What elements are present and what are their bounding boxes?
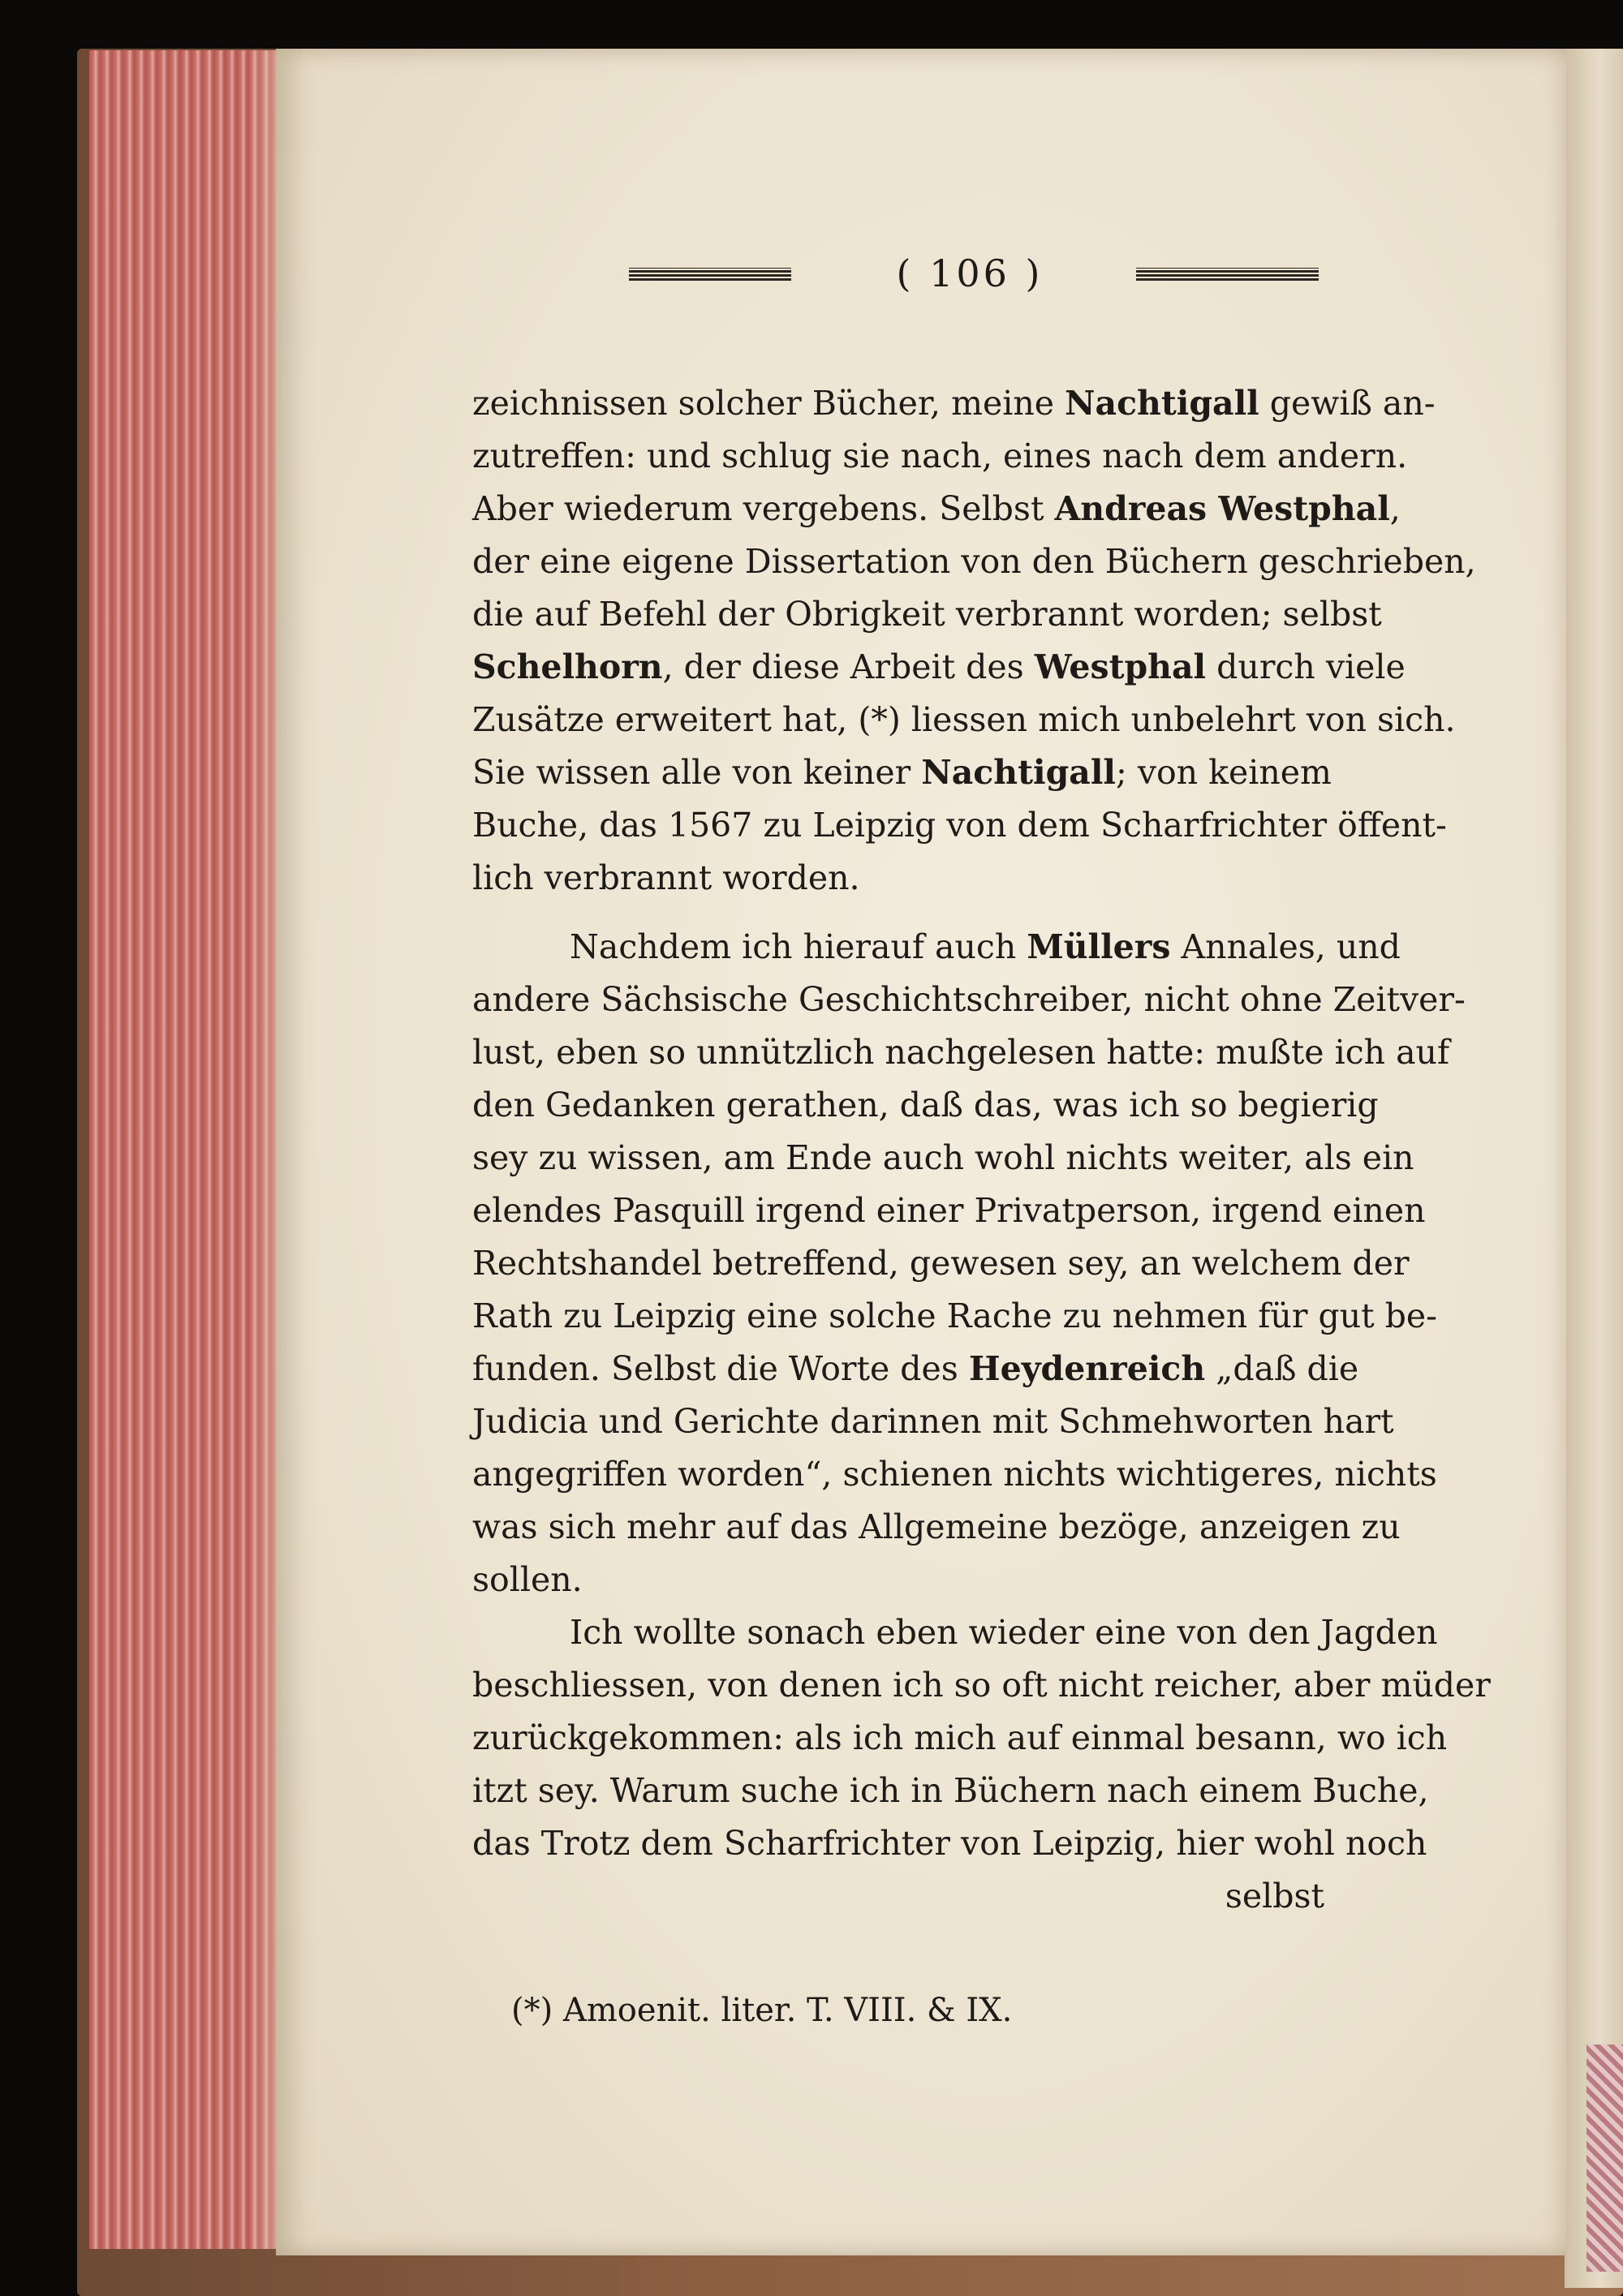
- emphasized-name: Andreas Westphal: [1054, 489, 1390, 528]
- emphasized-name: Müllers: [1027, 927, 1171, 966]
- text-line: [472, 746, 1332, 799]
- text-run: elendes Pasquill irgend einer Privatperson, irgend einen: [472, 1191, 1426, 1230]
- paragraph-gap: [472, 905, 1324, 921]
- text-line: [472, 1448, 1437, 1501]
- text-run: zurückgekommen: als ich mich auf einmal besann, wo ich: [472, 1718, 1448, 1757]
- text-line: [472, 1501, 1401, 1554]
- facing-page-edge: [1565, 49, 1623, 2288]
- text-line: [472, 1712, 1448, 1765]
- text-run: Rath zu Leipzig eine solche Rache zu nehmen für gut be-: [472, 1296, 1437, 1335]
- text-run: Ich wollte sonach eben wieder eine von den Jagden: [570, 1613, 1438, 1652]
- text-run: das Trotz dem Scharfrichter von Leipzig, hier wohl noch: [472, 1824, 1427, 1863]
- text-run: , der diese Arbeit des: [662, 647, 1035, 686]
- text-line: [472, 1343, 1359, 1395]
- text-run: angegriffen worden“, schienen nichts wichtigeres, nichts: [472, 1455, 1437, 1494]
- text-line: [472, 1237, 1410, 1290]
- emphasized-name: Heydenreich: [968, 1349, 1206, 1388]
- text-run: itzt sey. Warum suche ich in Büchern nach einem Buche,: [472, 1771, 1429, 1810]
- text-run: den Gedanken gerathen, daß das, was ich so begierig: [472, 1086, 1379, 1124]
- text-run: durch viele: [1206, 647, 1406, 686]
- text-line: [472, 921, 1401, 974]
- text-run: Buche, das 1567 zu Leipzig von dem Scharfrichter öffent-: [472, 806, 1447, 845]
- text-run: Annales, und: [1170, 927, 1401, 966]
- text-line: [472, 1659, 1491, 1712]
- text-run: andere Sächsische Geschichtschreiber, nicht ohne Zeitver-: [472, 980, 1466, 1019]
- text-line: [472, 1765, 1429, 1817]
- text-line: [472, 1185, 1426, 1237]
- text-run: beschliessen, von denen ich so oft nicht reicher, aber müder: [472, 1666, 1491, 1705]
- text-run: sollen.: [472, 1560, 583, 1599]
- text-run: Rechtshandel betreffend, gewesen sey, an welchem der: [472, 1244, 1410, 1283]
- page-header: [276, 252, 1566, 308]
- text-run: lust, eben so unnützlich nachgelesen hatte: mußte ich auf: [472, 1033, 1450, 1072]
- text-run: ,: [1389, 489, 1401, 528]
- text-line: [472, 1132, 1414, 1185]
- text-line: [472, 483, 1401, 535]
- text-run: ; von keinem: [1115, 753, 1332, 792]
- emphasized-name: Nachtigall: [1065, 384, 1259, 423]
- text-line: [472, 1554, 1324, 1606]
- text-line: [472, 1870, 1324, 1923]
- text-run: lich verbrannt worden.: [472, 858, 860, 897]
- text-run: selbst: [1225, 1877, 1324, 1915]
- text-run: Nachdem ich hierauf auch: [570, 927, 1027, 966]
- text-line: [472, 588, 1382, 641]
- text-run: Judicia und Gerichte darinnen mit Schmehworten hart: [472, 1402, 1394, 1441]
- text-line: [472, 1395, 1394, 1448]
- text-line: [472, 1079, 1379, 1132]
- footnote: (*) Amoenit. liter. T. VIII. & IX.: [511, 1992, 1013, 2029]
- header-rule-right: [1136, 268, 1319, 281]
- text-line: [472, 641, 1406, 694]
- emphasized-name: Nachtigall: [921, 753, 1116, 792]
- text-run: gewiß an-: [1259, 384, 1436, 423]
- text-run: Sie wissen alle von keiner: [472, 753, 922, 792]
- text-line: [472, 799, 1447, 852]
- text-run: „daß die: [1205, 1349, 1359, 1388]
- text-run: Aber wiederum vergebens. Selbst: [472, 489, 1055, 528]
- text-run: sey zu wissen, am Ende auch wohl nichts weiter, als ein: [472, 1138, 1414, 1177]
- text-run: die auf Befehl der Obrigkeit verbrannt worden; selbst: [472, 595, 1382, 634]
- text-line: [472, 430, 1408, 483]
- text-run: was sich mehr auf das Allgemeine bezöge, anzeigen zu: [472, 1507, 1401, 1546]
- text-line: [472, 694, 1456, 746]
- header-rule-left: [629, 268, 791, 281]
- text-line: [472, 1290, 1437, 1343]
- text-line: [472, 1817, 1427, 1870]
- text-line: [472, 974, 1466, 1026]
- book-page: [276, 49, 1566, 2255]
- page-number: ( 106 ): [896, 252, 1044, 295]
- text-run: der eine eigene Dissertation von den Büchern geschrieben,: [472, 542, 1476, 581]
- page-edges: [89, 50, 296, 2249]
- text-line: [472, 535, 1476, 588]
- bookmark-ribbon: [1586, 2044, 1623, 2272]
- text-line: [472, 1026, 1450, 1079]
- text-run: funden. Selbst die Worte des: [472, 1349, 969, 1388]
- text-line: [472, 377, 1436, 430]
- text-line: [472, 1606, 1438, 1659]
- emphasized-name: Westphal: [1034, 647, 1207, 686]
- text-run: zeichnissen solcher Bücher, meine: [472, 384, 1065, 423]
- text-run: zutreffen: und schlug sie nach, eines nach dem andern.: [472, 436, 1408, 475]
- text-run: Zusätze erweitert hat, (*) liessen mich unbelehrt von sich.: [472, 700, 1456, 739]
- emphasized-name: Schelhorn: [472, 647, 663, 686]
- text-line: [472, 852, 1324, 905]
- body-text: [472, 377, 1491, 1923]
